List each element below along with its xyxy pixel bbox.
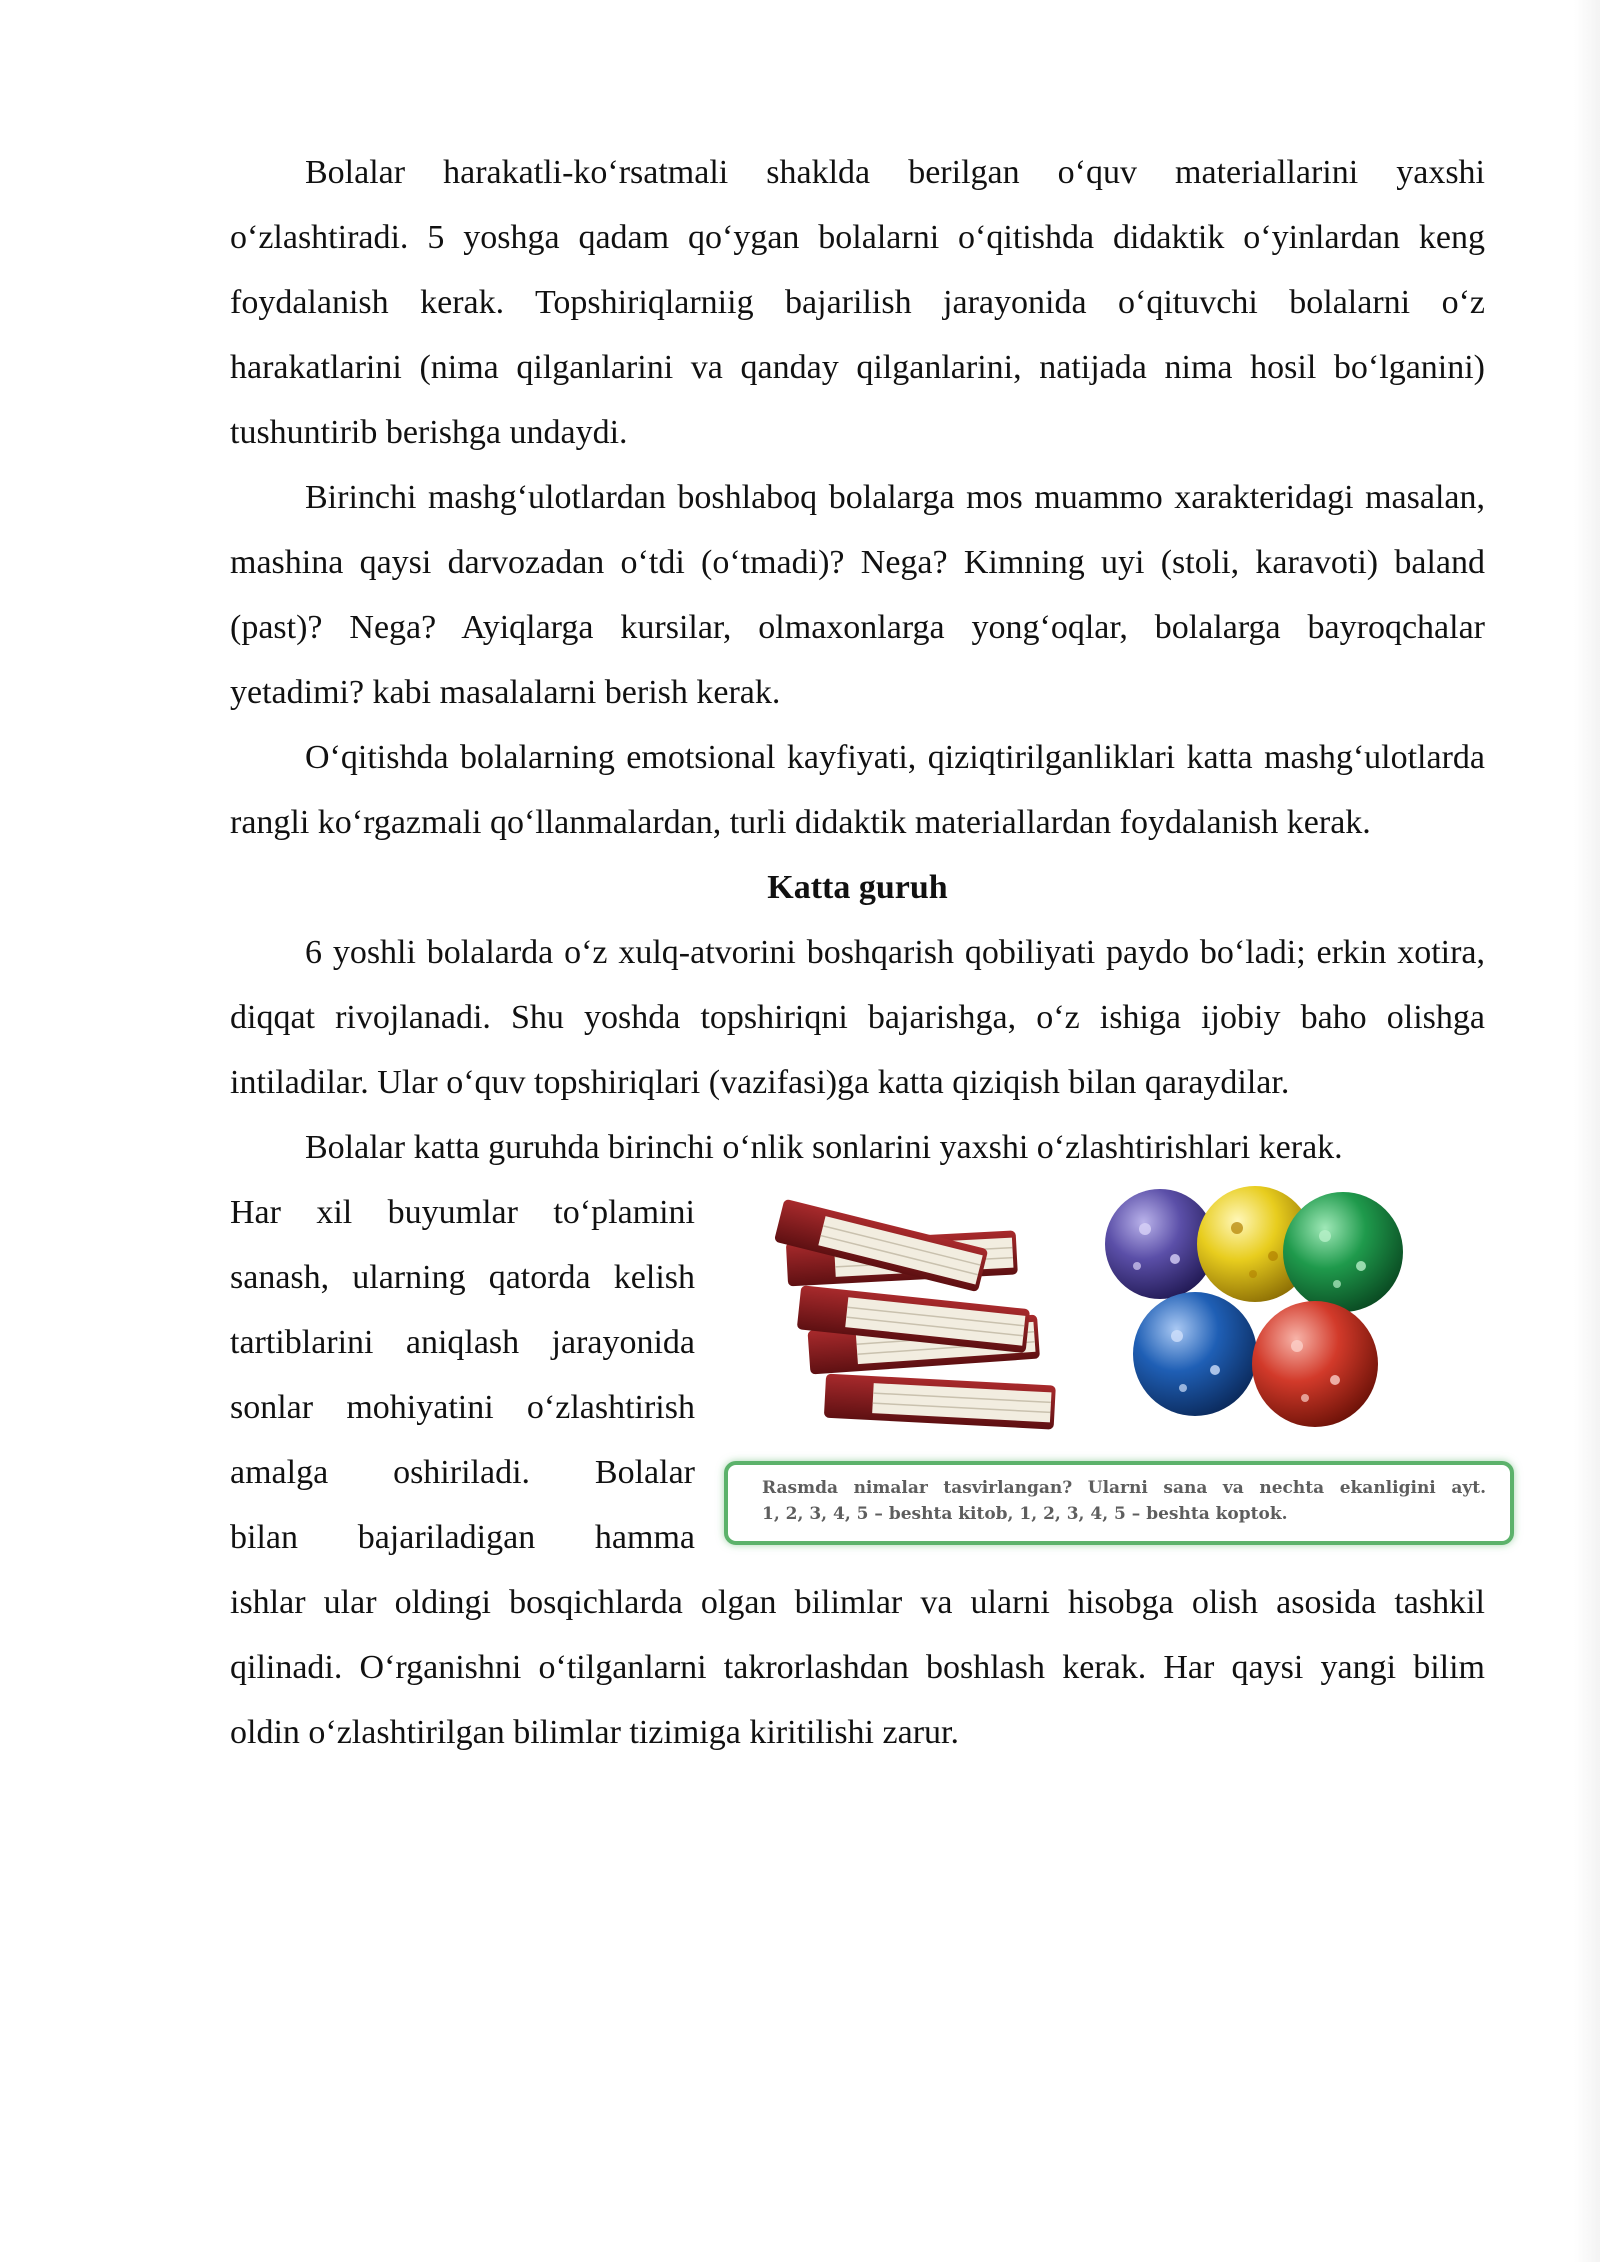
wrapped-line: bilan bajariladigan hamma <box>230 1519 695 1556</box>
paragraph-1: Bolalar harakatli-ko‘rsatmali shaklda berilgan o‘quv materiallarini yaxshi o‘zlashtiradi. 5 yoshga qadam qo‘ygan bolalarni o‘qitishda didaktik o‘yinlardan keng foydalanish kerak. Topshiriqlarniig bajarilish jarayonida o‘qituvchi bolalarni o‘z harakatlarini (nima qilganlarini va qanday qilganlarini, natijada nima hosil bo‘lganini) tushuntirib berishga undaydi. <box>230 154 1485 451</box>
paragraph-5-continuation: ishlar ular oldingi bosqichlarda olgan bilimlar va ularni hisobga olish asosida tashkil qilinadi. O‘rganishni o‘tilganlarni takrorlashdan boshlash kerak. Har qaysi yangi bilim oldin o‘zlashtirilgan bilimlar tizimiga kiritilishi zarur. <box>230 1584 1485 1751</box>
ball-group <box>1105 1186 1403 1427</box>
book <box>824 1374 1056 1430</box>
wrapped-line: sanash, ularning qatorda kelish <box>230 1259 695 1296</box>
caption-question: Rasmda nimalar tasvirlangan? Ularni sana va nechta ekanligini ayt. <box>762 1478 1486 1498</box>
illustration-svg <box>725 1184 1485 1464</box>
caption-answer: 1, 2, 3, 4, 5 – beshta kitob, 1, 2, 3, 4, 5 – beshta koptok. <box>762 1504 1288 1524</box>
text-with-figure <box>230 1180 1485 1570</box>
paragraph-4: 6 yoshli bolalarda o‘z xulq-atvorini boshqarish qobiliyati paydo bo‘ladi; erkin xotira, diqqat rivojlanadi. Shu yoshda topshiriqni bajarishga, o‘z ishiga ijobiy baho olishga intiladilar. Ular o‘quv topshiriqlari (vazifasi)ga katta qiziqish bilan qaraydilar. <box>230 934 1485 1101</box>
paragraph-2: Birinchi mashg‘ulotlardan boshlaboq bolalarga mos muammo xarakteridagi masalan, mashina qaysi darvozadan o‘tdi (o‘tmadi)? Nega? Kimning uyi (stoli, karavoti) baland (past)? Nega? Ayiqlarga kursilar, olmaxonlarga yong‘oqlar, bolalarga bayroqchalar yetadimi? kabi masalalarni berish kerak. <box>230 479 1485 711</box>
wrapped-line: Har xil buyumlar to‘plamini <box>230 1194 695 1231</box>
document-page <box>230 140 1485 1765</box>
paragraph-5-intro: Bolalar katta guruhda birinchi o‘nlik sonlarini yaxshi o‘zlashtirishlari kerak. <box>305 1129 1343 1166</box>
figure-caption <box>724 1461 1514 1545</box>
ball-green <box>1283 1192 1403 1312</box>
wrapped-line: tartiblarini aniqlash jarayonida <box>230 1324 695 1361</box>
section-heading: Katta guruh <box>767 869 948 906</box>
book-stack <box>774 1199 1056 1430</box>
ball-blue <box>1133 1292 1257 1416</box>
page-edge-shadow <box>1574 0 1600 2262</box>
wrapped-line: sonlar mohiyatini o‘zlashtirish <box>230 1389 695 1426</box>
wrapped-line: amalga oshiriladi. Bolalar <box>230 1454 695 1491</box>
ball-red <box>1252 1301 1378 1427</box>
paragraph-3: O‘qitishda bolalarning emotsional kayfiyati, qiziqtirilganliklari katta mashg‘ulotlarda rangli ko‘rgazmali qo‘llanmalardan, turli didaktik materiallardan foydalanish kerak. <box>230 739 1485 841</box>
